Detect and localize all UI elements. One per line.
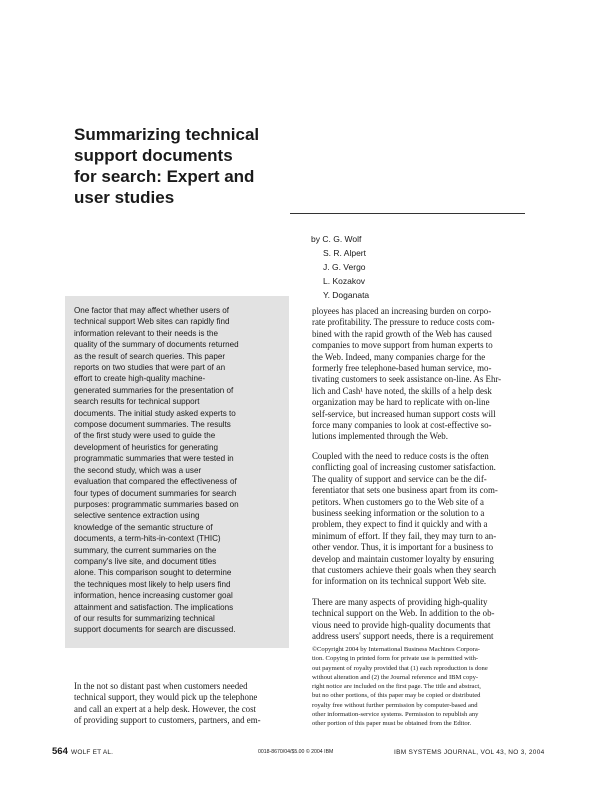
body-line: problem, they expect to find it quickly and with a [312, 519, 488, 530]
author-name: C. G. Wolf [322, 234, 362, 244]
body-line: formerly free telephone-based human service, mo- [312, 363, 492, 374]
footer-journal: IBM SYSTEMS JOURNAL, VOL 43, NO 3, 2004 [394, 749, 545, 756]
footnote-line: ©Copyright 2004 by International Business Machines Corpora- [312, 646, 480, 653]
body-paragraph-3 [312, 597, 532, 643]
body-line: other vendor. Thus, it is important for a business to [312, 542, 494, 553]
abstract-line: four types of document summaries for search [74, 488, 237, 498]
author-name: S. R. Alpert [323, 248, 366, 258]
body-line: tivating customers to seek assistance on-line. As Ehr- [312, 374, 502, 385]
abstract-line: search results for technical support [74, 397, 200, 407]
title-line: support documents [74, 146, 233, 165]
body-line: and call an expert at a help desk. However, the cost [74, 703, 257, 714]
abstract-line: generated summaries for the presentation of [74, 385, 234, 395]
body-line: develop and maintain customer loyalty by ensuring [312, 553, 494, 564]
footnote-line: right notice are included on the first page. The title and abstract, [312, 683, 481, 691]
body-line: of providing support to customers, partners, and em- [74, 715, 261, 726]
body-line: In the not so distant past when customers needed [74, 681, 248, 691]
footer-copyright: 0018-8670/04/$5.00 © 2004 IBM [258, 749, 334, 755]
body-line: Coupled with the need to reduce costs is the often [312, 451, 489, 461]
abstract-line: summary, the current summaries on the [74, 545, 217, 555]
footnote-line: but no other portions, of this paper may be copied or distributed [312, 692, 481, 700]
body-line: The quality of support and service can be the dif- [312, 473, 487, 484]
abstract-line: support documents for search are discussed. [74, 625, 236, 635]
abstract-line: purposes: programmatic summaries based on [74, 499, 239, 509]
body-line: minimum of effort. If they fail, they may turn to an- [312, 530, 497, 541]
author-name: J. G. Vergo [323, 262, 366, 272]
footer-author: WOLF ET AL. [71, 749, 114, 756]
abstract-line: information, hence increasing customer goal [74, 591, 233, 601]
body-line: companies to move support from human experts to [312, 340, 493, 351]
page-number: 564 [52, 746, 68, 757]
abstract-line: of the first study were used to guide the [74, 431, 216, 441]
abstract-line: development of heuristics for generating [74, 442, 218, 452]
abstract-line: reports on two studies that were part of an [74, 363, 226, 373]
abstract-line: the techniques most likely to help users find [74, 579, 231, 589]
body-line: technical support, they would pick up the telephone [74, 692, 258, 703]
intro-paragraph [74, 681, 288, 727]
author-name: L. Kozakov [323, 276, 366, 286]
footnote-line: out payment of royalty provided that (1) each reproduction is done [312, 664, 488, 672]
abstract-line: documents. The initial study asked experts to [74, 408, 236, 418]
abstract-line: of our results for summarizing technical [74, 613, 215, 623]
abstract-line: technical support Web sites can rapidly find [74, 317, 230, 327]
body-line: the Web. Indeed, many companies charge for the [312, 351, 486, 362]
title-divider [290, 213, 525, 214]
title-line: for search: Expert and [74, 167, 255, 186]
abstract-line: One factor that may affect whether users of [74, 306, 230, 315]
footnote-line: other information-service systems. Permission to republish any [312, 711, 479, 719]
footnote-line: other portion of this paper must be obtained from the Editor. [312, 720, 472, 728]
body-paragraph-2 [312, 451, 532, 588]
abstract-line: information relevant to their needs is the [74, 328, 218, 338]
abstract-line: knowledge of the semantic structure of [74, 522, 213, 532]
body-line: business seeking information or the solution to a [312, 508, 485, 519]
body-line: self-service, but increased human support costs will [312, 408, 496, 419]
body-line: ferentiator that sets one business apart from its com- [312, 485, 498, 496]
body-line: ployees has placed an increasing burden on corpo- [312, 306, 492, 316]
copyright-footnote [312, 645, 532, 729]
body-line: rate profitability. The pressure to reduce costs com- [312, 317, 495, 328]
abstract-line: quality of the summary of documents returned [74, 340, 239, 350]
abstract-line: as the result of search queries. This paper [74, 351, 226, 361]
abstract-line: programmatic summaries that were tested in [74, 454, 234, 464]
article-title [74, 124, 294, 208]
abstract-line: documents, a term-hits-in-context (THIC) [74, 534, 221, 544]
body-line: address users' support needs, there is a requirement [312, 631, 494, 642]
author-list [311, 232, 369, 302]
footnote-line: without alteration and (2) the Journal reference and IBM copy- [312, 673, 479, 681]
abstract-line: attainment and satisfaction. The implications [74, 602, 234, 612]
abstract-line: compose document summaries. The results [74, 420, 231, 430]
body-line: conflicting goal of increasing customer satisfaction. [312, 462, 496, 473]
body-line: bined with the rapid growth of the Web has caused [312, 328, 492, 339]
body-line: lutions implemented through the Web. [312, 431, 448, 442]
body-line: technical support on the Web. In addition to the ob- [312, 608, 495, 619]
body-line: lich and Cash¹ have noted, the skills of a help desk [312, 385, 492, 396]
abstract-line: selective sentence extraction using [74, 511, 200, 521]
body-line: vious need to provide high-quality documents that [312, 619, 491, 630]
by-label: by [311, 234, 320, 244]
title-line: user studies [74, 188, 175, 207]
abstract-line: effort to create high-quality machine- [74, 374, 206, 384]
title-line: Summarizing technical [74, 125, 260, 144]
body-line: force many companies to look at cost-effective so- [312, 420, 492, 431]
author-name: Y. Doganata [323, 290, 370, 300]
footnote-line: royalty free without further permission by computer-based and [312, 701, 478, 709]
abstract-line: the second study, which was a user [74, 465, 202, 475]
body-line: organization may be hard to replicate with on-line [312, 397, 490, 408]
abstract-line: alone. This comparison sought to determine [74, 568, 232, 578]
body-line: that customers achieve their goals when they search [312, 565, 497, 576]
body-line: petitors. When customers go to the Web site of a [312, 496, 484, 507]
body-paragraph-1 [312, 306, 532, 443]
abstract-line: evaluation that compared the effectiveness of [74, 477, 237, 487]
body-line: for information on its technical support Web site. [312, 576, 487, 587]
abstract-text [74, 305, 286, 636]
footnote-line: tion. Copying in printed form for private use is permitted with- [312, 655, 479, 663]
body-line: There are many aspects of providing high-quality [312, 597, 488, 607]
abstract-line: company's live site, and document titles [74, 556, 217, 566]
